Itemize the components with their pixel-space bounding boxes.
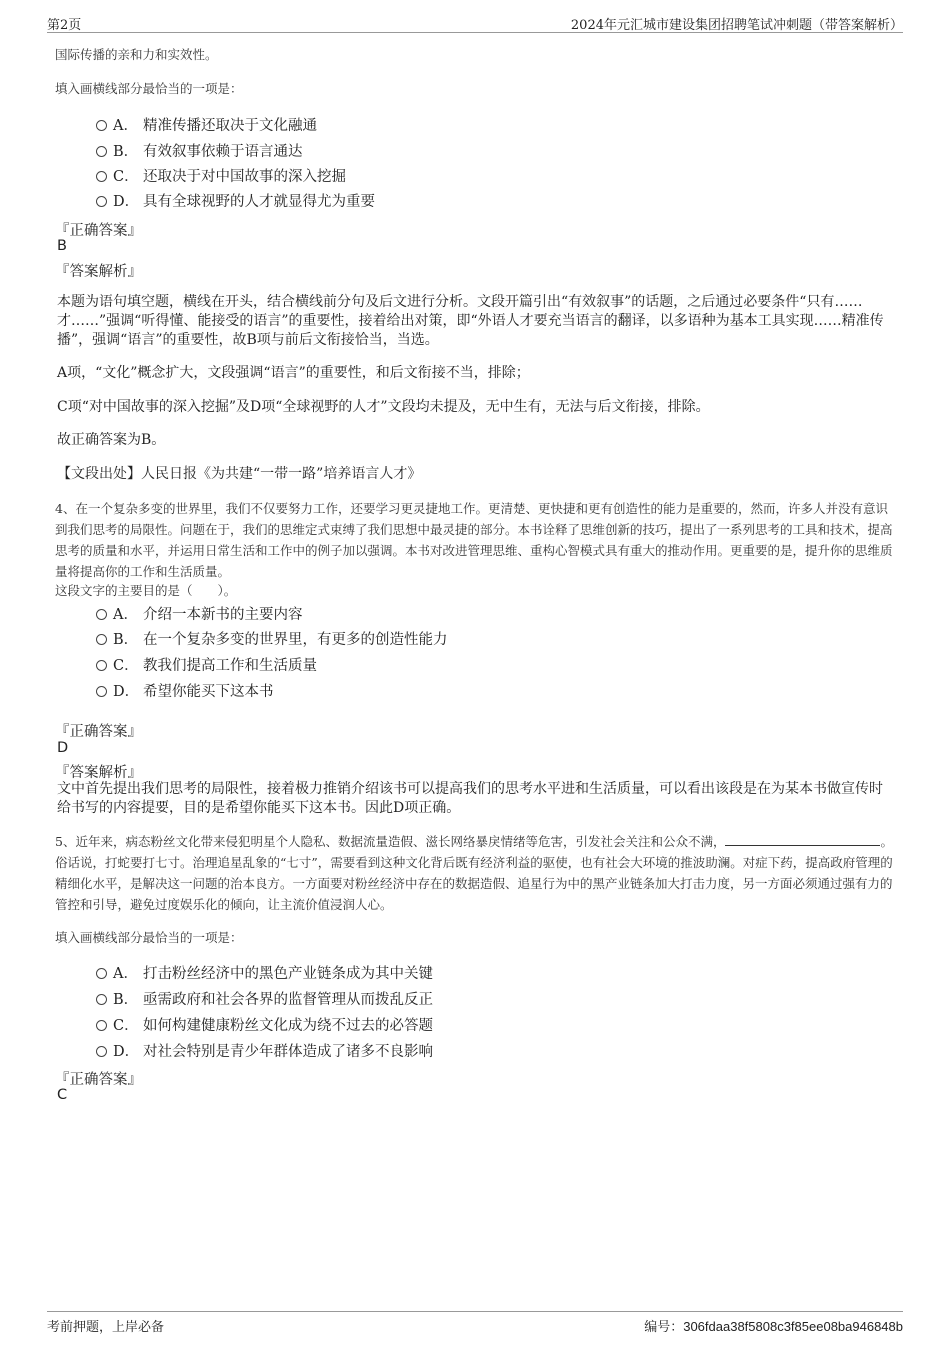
radio-icon[interactable] <box>96 634 107 645</box>
q5-prompt: 填入画横线部分最恰当的一项是： <box>55 930 243 945</box>
radio-icon[interactable] <box>96 1020 107 1031</box>
radio-icon[interactable] <box>96 968 107 979</box>
q4-option-d[interactable]: D． 希望你能买下这本书 <box>96 680 274 704</box>
q5-stem: 5、近年来，病态粉丝文化带来侵犯明星个人隐私、数据流量造假、滋长网络暴戾情绪等危害，引发社会关注和公众不满， 。俗话说，打蛇要打七寸。治理追星乱象的“七寸”，需要看到这种文化背后既有经济利益的驱使，也有社会大环境的推波助澜。对症下药，提高政府管理的精细化水平，是解决这一问题的治本良方。一方面要对粉丝经济中存在的数据造假、追星行为中的黑产业链条加大打击力度，另一方面必须通过强有力的管控和引导，避免过度娱乐化的倾向，让主流价值浸润人心。 <box>55 831 897 915</box>
q5-option-b[interactable]: B． 亟需政府和社会各界的监督管理从而拨乱反正 <box>96 988 433 1012</box>
q3-prompt: 填入画横线部分最恰当的一项是： <box>55 81 243 96</box>
q4-stem: 4、在一个复杂多变的世界里，我们不仅要努力工作，还要学习更灵捷地工作。更清楚、更快捷和更有创造性的能力是重要的，然而，许多人并没有意识到我们思考的局限性。问题在于，我们的思维定式束缚了我们思想中最灵捷的部分。本书诠释了思维创新的技巧，提出了一系列思考的工具和技术，提高思考的质量和水平，并运用日常生活和工作中的例子加以强调。本书对改进管理思维、重构心智模式具有重大的推动作用。更重要的是，提升你的思维质量将提高你的工作和生活质量。 <box>55 501 893 579</box>
page-number: 第2页 <box>47 18 82 33</box>
radio-icon[interactable] <box>96 120 107 131</box>
q5-answer-label: 『正确答案』 <box>55 1072 142 1088</box>
q5-option-d[interactable]: D． 对社会特别是青少年群体造成了诸多不良影响 <box>96 1040 433 1064</box>
radio-icon[interactable] <box>96 660 107 671</box>
radio-icon[interactable] <box>96 171 107 182</box>
q4-option-b[interactable]: B． 在一个复杂多变的世界里，有更多的创造性能力 <box>96 628 448 652</box>
radio-icon[interactable] <box>96 686 107 697</box>
q4-option-c[interactable]: C． 教我们提高工作和生活质量 <box>96 654 317 678</box>
radio-icon[interactable] <box>96 196 107 207</box>
document-code: 编号：306fdaa38f5808c3f85ee08ba946848b <box>644 1319 903 1335</box>
q3-source: 【文段出处】人民日报《为共建“一带一路”培养语言人才》 <box>57 466 422 482</box>
page-header <box>47 12 903 33</box>
q3-option-c[interactable]: C． 还取决于对中国故事的深入挖掘 <box>96 165 346 189</box>
q3-analysis-p1: 本题为语句填空题，横线在开头，结合横线前分句及后文进行分析。文段开篇引出“有效叙事”的话题，之后通过必要条件“只有……才……”强调“听得懂、能接受的语言”的重要性，接着给出对策，即“外语人才要充当语言的翻译，以多语种为基本工具实现……精准传播”，强调“语言”的重要性，故B项与前后文衔接恰当，当选。 <box>57 294 884 348</box>
footer-slogan: 考前押题，上岸必备 <box>47 1320 165 1335</box>
radio-icon[interactable] <box>96 146 107 157</box>
q3-analysis-p3: C项“对中国故事的深入挖掘”及D项“全球视野的人才”文段均未提及，无中生有，无法与后文衔接，排除。 <box>57 399 710 415</box>
radio-icon[interactable] <box>96 994 107 1005</box>
q3-option-d[interactable]: D． 具有全球视野的人才就显得尤为重要 <box>96 190 375 214</box>
q3-answer-label: 『正确答案』 <box>55 223 142 239</box>
document-title: 2024年元汇城市建设集团招聘笔试冲刺题（带答案解析） <box>570 18 903 33</box>
q4-analysis-label: 『答案解析』 <box>55 765 142 781</box>
q3-stem-tail: 国际传播的亲和力和实效性。 <box>55 47 218 62</box>
q4-option-a[interactable]: A． 介绍一本新书的主要内容 <box>96 603 303 627</box>
q4-analysis: 文中首先提出我们思考的局限性，接着极力推销介绍该书可以提高我们的思考水平进和生活质量，可以看出该段是在为某本书做宣传时给书写的内容提要，目的是希望你能买下这本书。因此D项正确。 <box>57 781 883 816</box>
q3-answer: B <box>57 238 67 254</box>
fill-in-blank <box>725 831 880 846</box>
q4-answer: D <box>57 740 69 756</box>
page-footer <box>47 1311 903 1334</box>
q3-option-a[interactable]: A． 精准传播还取决于文化融通 <box>96 114 317 138</box>
q4-prompt: 这段文字的主要目的是（ ）。 <box>55 583 237 598</box>
q3-analysis-p2: A项，“文化”概念扩大，文段强调“语言”的重要性，和后文衔接不当，排除； <box>57 365 530 381</box>
radio-icon[interactable] <box>96 609 107 620</box>
q4-answer-label: 『正确答案』 <box>55 724 142 740</box>
q3-analysis-label: 『答案解析』 <box>55 264 142 280</box>
q3-analysis-p4: 故正确答案为B。 <box>57 432 166 448</box>
radio-icon[interactable] <box>96 1046 107 1057</box>
q3-option-b[interactable]: B． 有效叙事依赖于语言通达 <box>96 140 303 164</box>
q5-option-a[interactable]: A． 打击粉丝经济中的黑色产业链条成为其中关键 <box>96 962 433 986</box>
q5-option-c[interactable]: C． 如何构建健康粉丝文化成为绕不过去的必答题 <box>96 1014 433 1038</box>
q5-answer: C <box>57 1087 68 1103</box>
